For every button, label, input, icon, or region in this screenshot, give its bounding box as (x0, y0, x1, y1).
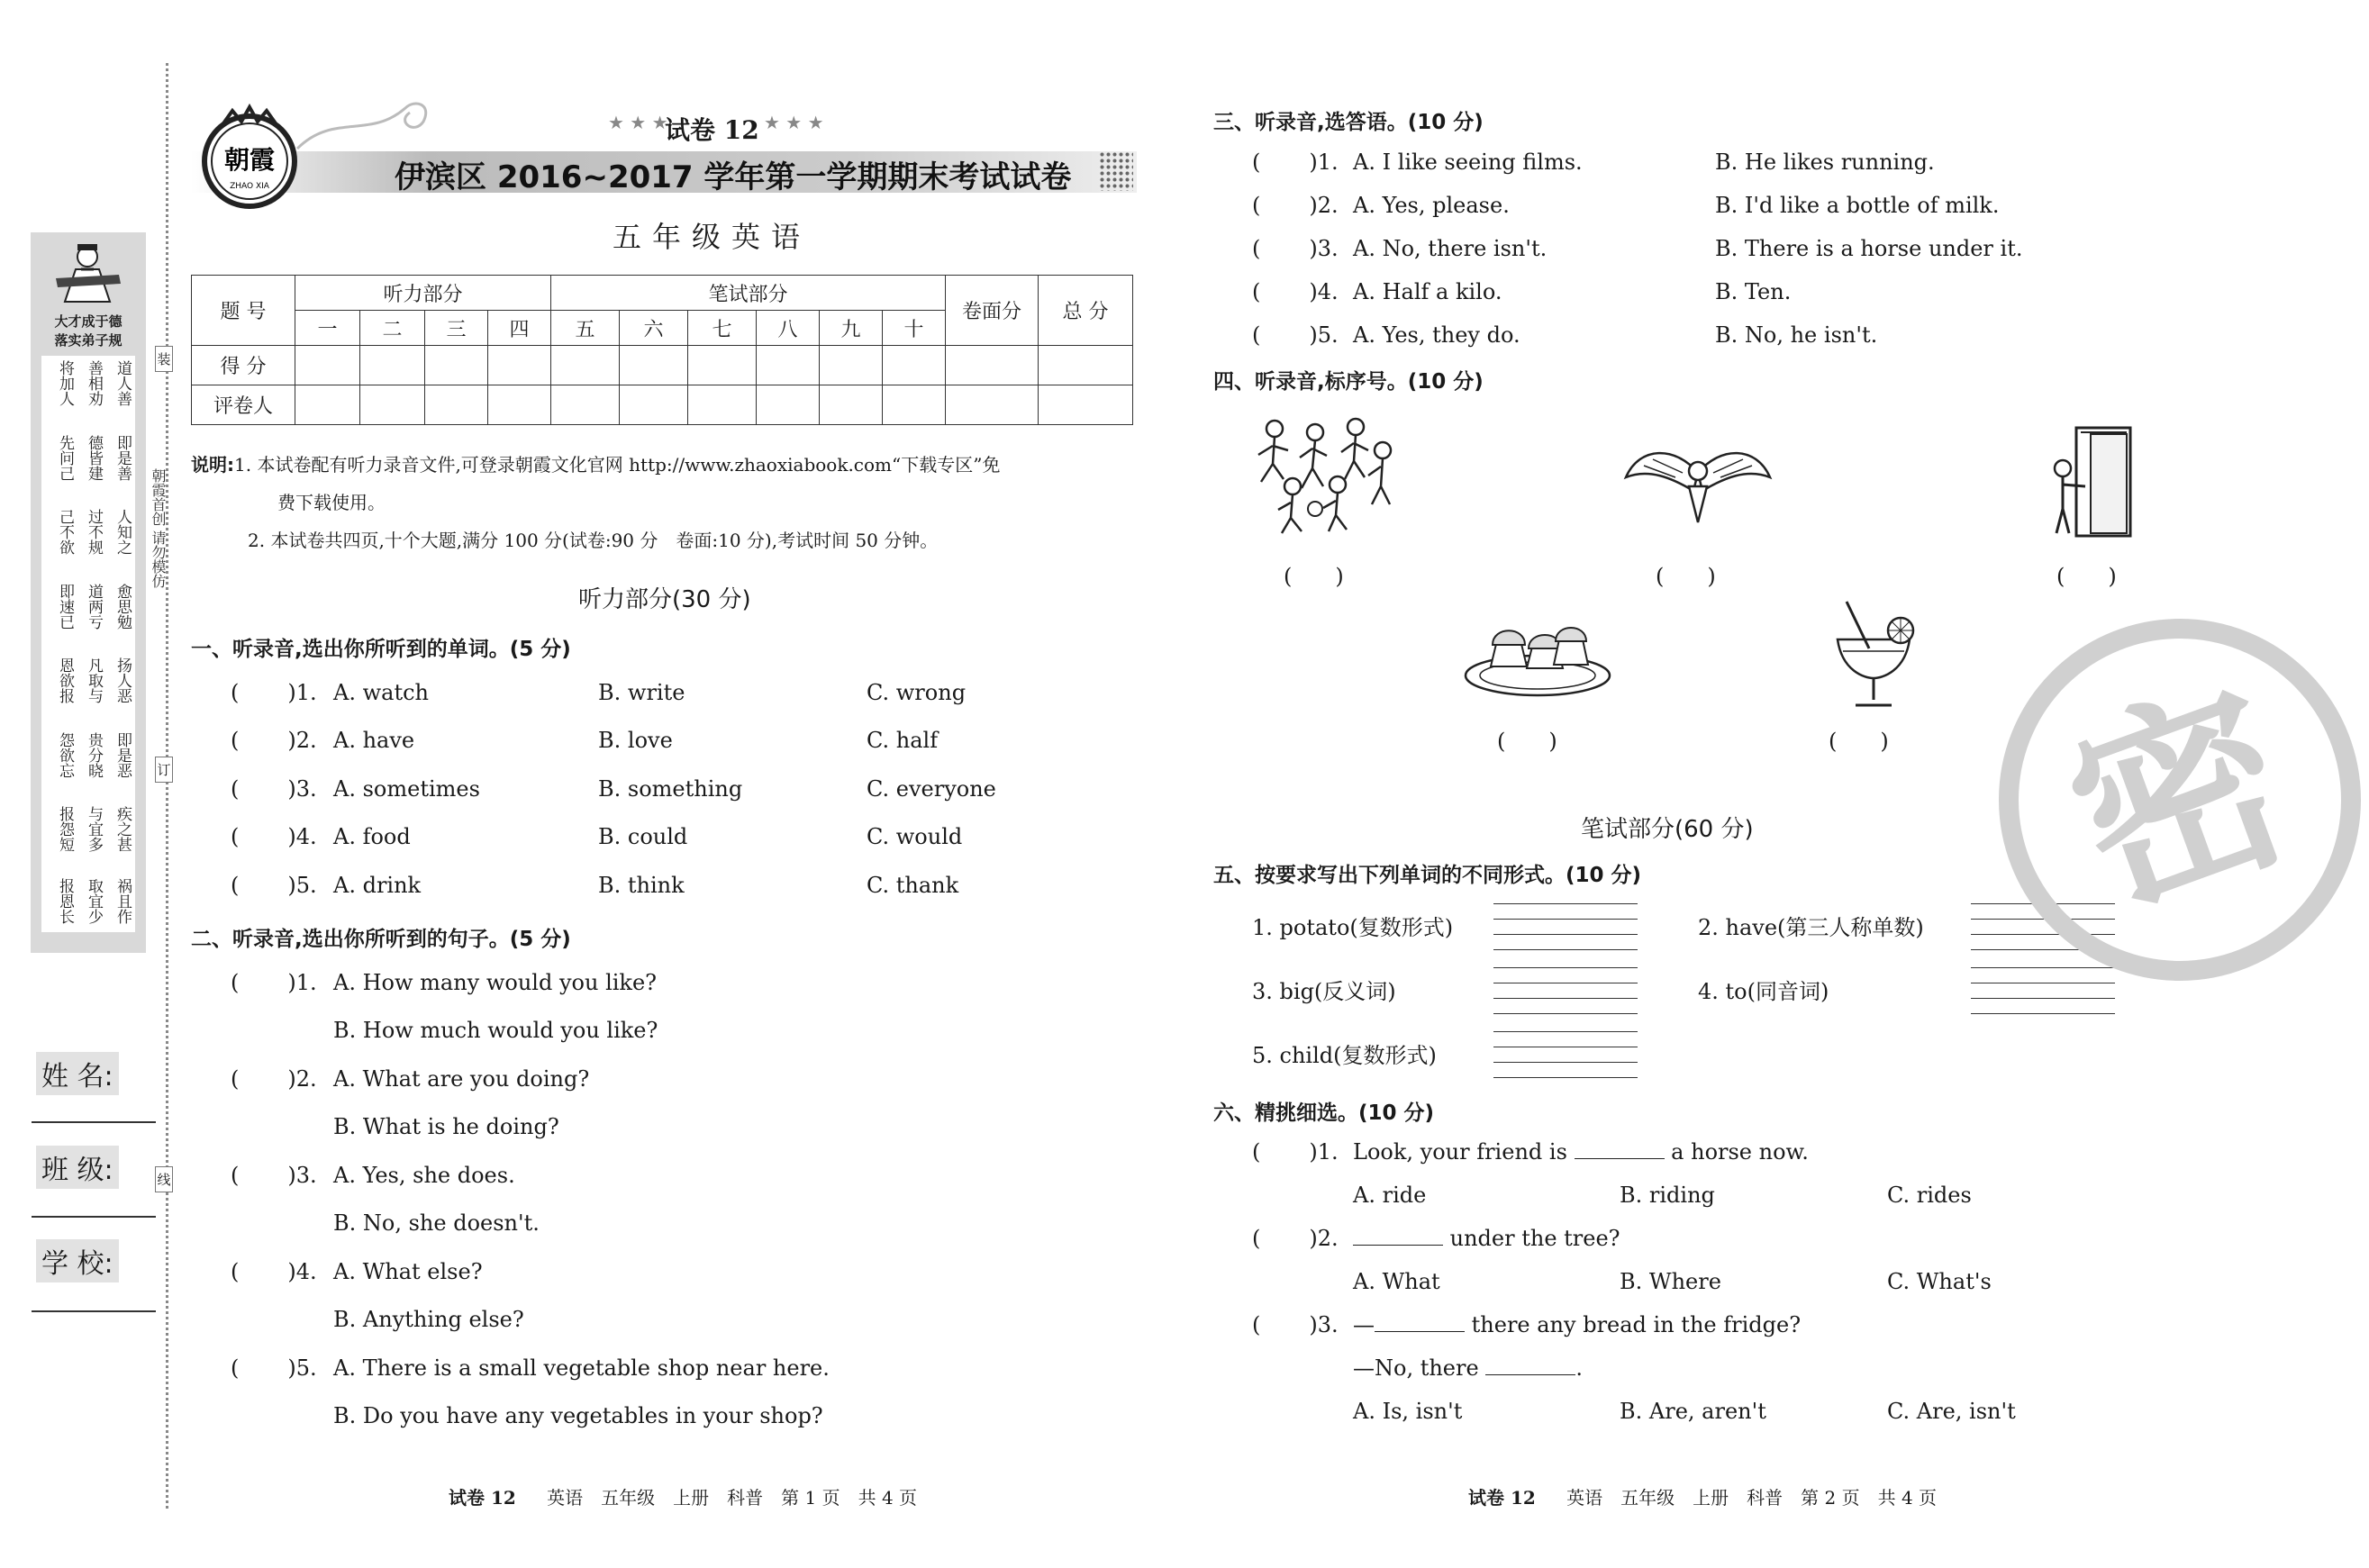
question-row (231, 1259, 483, 1284)
option-a: A. Yes, they do. (1353, 322, 1520, 348)
question-number: )1. (1309, 1139, 1339, 1165)
stars-right: ★ ★ ★ (764, 112, 824, 133)
zhaoxia-logo (196, 104, 303, 210)
question-number: 十 (883, 311, 946, 346)
option-a: A. Half a kilo. (1353, 279, 1502, 304)
footer-info: 英语 五年级 上册 科普 第 1 页 共 4 页 (547, 1487, 918, 1509)
option-b: B. No, he isn't. (1715, 322, 1878, 348)
motto-col: 祸且作 (113, 878, 132, 924)
question-number: )3. (287, 776, 317, 802)
grader-cell[interactable] (820, 385, 883, 425)
answer-paren[interactable]: ( (231, 824, 240, 849)
motto-col: 疾之甚 (113, 806, 132, 852)
option-c: C. everyone (867, 776, 996, 802)
question-row (231, 776, 996, 802)
class-label: 班 级: (36, 1146, 119, 1189)
score-cell[interactable] (688, 346, 757, 385)
option-b: B. No, she doesn't. (333, 1210, 540, 1236)
word-form-item: 5. child(复数形式) (1252, 1043, 1437, 1068)
question-stem-line2 (1353, 1355, 1583, 1381)
listening-group-label: 听力部分 (295, 276, 551, 311)
grader-cell[interactable] (688, 385, 757, 425)
question-row (231, 970, 658, 995)
grader-cell[interactable] (1039, 385, 1133, 425)
question-row (231, 1066, 590, 1092)
written-heading: 笔试部分(60 分) (1581, 816, 1754, 843)
picture-blank[interactable]: ( ) (2056, 564, 2117, 589)
copyright-note: 朝霞首创 请勿模仿 (150, 468, 167, 589)
picture-blank[interactable]: ( ) (1497, 729, 1557, 754)
question-row (1252, 236, 2023, 261)
option-a: A. food (333, 824, 411, 849)
question-row (1252, 1312, 1802, 1337)
exam-number: 试卷 12 (665, 115, 759, 145)
option-a: A. drink (333, 873, 422, 898)
answer-paren[interactable]: ( (231, 1163, 240, 1188)
question-number: )1. (1309, 150, 1339, 175)
option-b: B. How much would you like? (333, 1018, 658, 1043)
fill-blank[interactable] (1575, 1157, 1665, 1159)
question-row (231, 1355, 830, 1381)
answer-paren[interactable]: ( (1252, 1312, 1261, 1337)
option-b: B. riding (1620, 1183, 1715, 1208)
option-a: A. No, there isn't. (1353, 236, 1548, 261)
question-number: )2. (1309, 193, 1339, 218)
stem-line2-pre: —No, there (1353, 1355, 1479, 1381)
answer-paren[interactable]: ( (231, 776, 240, 802)
binding-label-xian: 线 (155, 1166, 173, 1192)
answer-line[interactable] (1493, 934, 1638, 935)
score-cell[interactable] (360, 346, 425, 385)
stars-left: ★ ★ ★ (608, 112, 668, 133)
answer-paren[interactable]: ( (231, 728, 240, 753)
motto-col: 报怨短 (56, 806, 74, 852)
section5-title: 五、按要求写出下列单词的不同形式。(10 分) (1213, 864, 1642, 887)
neatness-label: 卷面分 (946, 276, 1039, 346)
score-cell[interactable] (820, 346, 883, 385)
answer-line[interactable] (1493, 903, 1638, 904)
question-number: )3. (287, 1163, 317, 1188)
answer-paren[interactable]: ( (231, 1259, 240, 1284)
question-number: 二 (360, 311, 425, 346)
motto-col: 报恩长 (56, 878, 74, 924)
seal-character: 密 (2041, 652, 2319, 950)
motto-col: 道两亏 (85, 584, 103, 630)
score-row-label: 得 分 (192, 346, 295, 385)
question-number: )2. (287, 1066, 317, 1092)
school-label: 学 校: (36, 1239, 119, 1282)
exam-title: 伊滨区 2016~2017 学年第一学期期末考试试卷 (395, 159, 1072, 195)
motto-col: 先问己 (56, 435, 74, 481)
option-b: B. Do you have any vegetables in your shop? (333, 1403, 823, 1428)
answer-paren[interactable]: ( (1252, 150, 1261, 175)
option-b: B. There is a horse under it. (1715, 236, 2023, 261)
answer-paren[interactable]: ( (1252, 279, 1261, 304)
answer-line[interactable] (1493, 967, 1638, 968)
option-b: B. love (598, 728, 673, 753)
notes-line2: 2. 本试卷共四页,十个大题,满分 100 分(试卷:90 分 卷面:10 分),考试时间 50 分钟。 (248, 530, 939, 551)
question-number: )4. (287, 824, 317, 849)
juice-drink-image (1820, 599, 1928, 711)
class-field[interactable] (32, 1216, 156, 1218)
answer-paren[interactable]: ( (1252, 322, 1261, 348)
option-b: B. Anything else? (333, 1307, 524, 1332)
children-playing-football-image (1248, 414, 1401, 536)
question-row (1252, 193, 2000, 218)
score-table (191, 275, 1133, 425)
section1-title: 一、听录音,选出你所听到的单词。(5 分) (191, 638, 571, 661)
motto-col: 即是善 (113, 435, 132, 481)
answer-line[interactable] (1493, 1031, 1638, 1032)
option-a: A. Is, isn't (1353, 1399, 1463, 1424)
stem-post: a horse now. (1671, 1139, 1809, 1165)
option-b: B. He likes running. (1715, 150, 1935, 175)
cakes-on-plate-image (1464, 612, 1612, 702)
answer-line[interactable] (1493, 919, 1638, 920)
question-number: 三 (425, 311, 488, 346)
boy-opening-door-image (2040, 423, 2157, 540)
stem-post: there any bread in the fridge? (1471, 1312, 1802, 1337)
question-number: )5. (1309, 322, 1339, 348)
footer-info: 英语 五年级 上册 科普 第 2 页 共 4 页 (1566, 1487, 1938, 1509)
question-row (231, 1163, 515, 1188)
motto-col: 取宜少 (85, 878, 103, 924)
question-number: 六 (620, 311, 688, 346)
answer-paren[interactable]: ( (231, 1066, 240, 1092)
option-a: A. What are you doing? (333, 1066, 590, 1092)
answer-line[interactable] (1971, 998, 2115, 999)
question-number: 七 (688, 311, 757, 346)
section2-title: 二、听录音,选出你所听到的句子。(5 分) (191, 928, 571, 951)
footer-exam: 试卷 12 (1468, 1487, 1536, 1509)
option-a: A. How many would you like? (333, 970, 658, 995)
motto-heading-2: 落实弟子规 (54, 332, 123, 349)
listening-heading: 听力部分(30 分) (578, 586, 751, 613)
motto-col: 善相劝 (85, 360, 103, 406)
binding-label-ding: 订 (155, 757, 173, 783)
score-cell[interactable] (488, 346, 551, 385)
section6-title: 六、精挑细选。(10 分) (1213, 1101, 1435, 1125)
question-row (1252, 150, 1935, 175)
motto-col: 人知之 (113, 509, 132, 555)
grader-cell[interactable] (946, 385, 1039, 425)
section3-title: 三、听录音,选答语。(10 分) (1213, 111, 1484, 134)
answer-line[interactable] (1493, 949, 1638, 950)
scholar-figure-icon (45, 239, 131, 306)
option-a: A. What (1353, 1269, 1440, 1294)
picture-blank[interactable]: ( ) (1656, 564, 1716, 589)
option-c: C. wrong (867, 680, 967, 705)
section4-title: 四、听录音,标序号。(10 分) (1213, 370, 1484, 394)
motto-col: 德皆建 (85, 435, 103, 481)
score-cell[interactable] (946, 346, 1039, 385)
stem-pre: — (1353, 1312, 1375, 1337)
score-cell[interactable] (295, 346, 360, 385)
footer-exam: 试卷 12 (449, 1487, 516, 1509)
question-number: )1. (287, 970, 317, 995)
logo-subtext: ZHAO XIA (230, 182, 269, 191)
answer-paren[interactable]: ( (1252, 1226, 1261, 1251)
option-a: A. There is a small vegetable shop near here. (333, 1355, 830, 1381)
option-a: A. Yes, she does. (333, 1163, 515, 1188)
motto-col: 道人善 (113, 360, 132, 406)
answer-line[interactable] (1493, 998, 1638, 999)
answer-paren[interactable]: ( (1252, 236, 1261, 261)
question-row (231, 873, 959, 898)
picture-blank[interactable]: ( ) (1284, 564, 1344, 589)
binding-label-zhuang: 装 (155, 346, 173, 372)
option-b: B. something (598, 776, 743, 802)
stem-post: under the tree? (1449, 1226, 1620, 1251)
question-row (1252, 1226, 1620, 1251)
motto-col: 将加人 (56, 360, 74, 406)
question-row (231, 680, 967, 705)
question-number: 四 (488, 311, 551, 346)
motto-col: 己不欲 (56, 509, 74, 555)
question-row (1252, 1139, 1809, 1165)
question-number: )5. (287, 873, 317, 898)
name-field[interactable] (32, 1121, 156, 1123)
answer-line[interactable] (1493, 1013, 1638, 1014)
score-cell[interactable] (425, 346, 488, 385)
option-a: A. sometimes (333, 776, 480, 802)
score-cell[interactable] (757, 346, 820, 385)
answer-paren[interactable]: ( (231, 1355, 240, 1381)
logo-text: 朝霞 (223, 145, 276, 175)
question-number: )5. (287, 1355, 317, 1381)
eagle-kite-image (1621, 437, 1774, 527)
question-stem (1353, 1312, 1801, 1337)
confidential-seal-watermark (1991, 611, 2369, 989)
score-cell[interactable] (883, 346, 946, 385)
school-field[interactable] (32, 1310, 156, 1312)
stem-line2-post: . (1575, 1355, 1583, 1381)
total-label: 总 分 (1039, 276, 1133, 346)
option-c: C. Are, isn't (1887, 1399, 2016, 1424)
question-stem (1353, 1139, 1809, 1165)
motto-col: 贵分晓 (85, 732, 103, 778)
written-group-label: 笔试部分 (551, 276, 946, 311)
motto-col: 恩欲报 (56, 657, 74, 703)
question-row (1252, 322, 1878, 348)
grader-cell[interactable] (425, 385, 488, 425)
motto-col: 扬人恶 (113, 657, 132, 703)
question-number: )4. (1309, 279, 1339, 304)
motto-col: 与宜多 (85, 806, 103, 852)
score-cell[interactable] (1039, 346, 1133, 385)
option-b: B. write (598, 680, 685, 705)
option-c: C. half (867, 728, 939, 753)
question-number: )4. (287, 1259, 317, 1284)
fill-blank[interactable] (1485, 1373, 1575, 1375)
option-b: B. What is he doing? (333, 1114, 559, 1139)
score-cell[interactable] (620, 346, 688, 385)
question-number: 五 (551, 311, 620, 346)
motto-col: 怨欲忘 (56, 732, 74, 778)
question-number: )1. (287, 680, 317, 705)
option-b: B. Where (1620, 1269, 1721, 1294)
word-form-item: 3. big(反义词) (1252, 979, 1396, 1004)
grader-cell[interactable] (488, 385, 551, 425)
option-b: B. could (598, 824, 688, 849)
question-row (231, 728, 939, 753)
answer-paren[interactable]: ( (231, 873, 240, 898)
grader-cell[interactable] (295, 385, 360, 425)
option-b: B. Ten. (1715, 279, 1792, 304)
notes-line1-cont: 费下载使用。 (277, 492, 386, 513)
question-number: 九 (820, 311, 883, 346)
answer-paren[interactable]: ( (1252, 1139, 1261, 1165)
banner-dots (1099, 151, 1133, 191)
word-form-item: 4. to(同音词) (1698, 979, 1829, 1004)
question-row (231, 824, 963, 849)
stem-pre: Look, your friend is (1353, 1139, 1567, 1165)
fill-blank[interactable] (1353, 1244, 1443, 1246)
option-a: A. Yes, please. (1353, 193, 1510, 218)
motto-col: 即速已 (56, 584, 74, 630)
grader-row-label: 评卷人 (192, 385, 295, 425)
motto-col: 过不规 (85, 509, 103, 555)
notes (191, 450, 1000, 476)
answer-paren[interactable]: ( (1252, 193, 1261, 218)
answer-line[interactable] (1493, 1062, 1638, 1063)
question-number: 一 (295, 311, 360, 346)
footer-right (1468, 1483, 1937, 1509)
question-number: )2. (287, 728, 317, 753)
motto-col: 即是恶 (113, 732, 132, 778)
grader-cell[interactable] (883, 385, 946, 425)
option-a: A. I like seeing films. (1353, 150, 1583, 175)
question-stem (1353, 1226, 1620, 1251)
question-number: )3. (1309, 236, 1339, 261)
option-a: A. ride (1353, 1183, 1427, 1208)
grader-cell[interactable] (551, 385, 620, 425)
row-header-label: 题 号 (192, 276, 295, 346)
option-b: B. I'd like a bottle of milk. (1715, 193, 2000, 218)
subject-title: 五年级英语 (613, 220, 812, 254)
option-b: B. Are, aren't (1620, 1399, 1766, 1424)
answer-line[interactable] (1971, 1013, 2115, 1014)
notes-label: 说明: (191, 454, 234, 476)
score-cell[interactable] (551, 346, 620, 385)
footer-left (449, 1483, 917, 1509)
motto-heading-1: 大才成于德 (54, 313, 123, 330)
answer-line[interactable] (1493, 1077, 1638, 1078)
option-a: A. What else? (333, 1259, 483, 1284)
option-c: C. rides (1887, 1183, 1972, 1208)
grader-cell[interactable] (757, 385, 820, 425)
option-c: C. What's (1887, 1269, 1992, 1294)
option-b: B. think (598, 873, 685, 898)
fill-blank[interactable] (1375, 1330, 1465, 1332)
fold-line (166, 63, 168, 1509)
question-number: 八 (757, 311, 820, 346)
option-a: A. watch (333, 680, 429, 705)
word-form-item: 2. have(第三人称单数) (1698, 915, 1924, 940)
option-a: A. have (333, 728, 415, 753)
question-row (1252, 279, 1792, 304)
picture-blank[interactable]: ( ) (1829, 729, 1889, 754)
question-number: )3. (1309, 1312, 1339, 1337)
option-c: C. would (867, 824, 963, 849)
answer-paren[interactable]: ( (231, 970, 240, 995)
word-form-item: 1. potato(复数形式) (1252, 915, 1454, 940)
question-number: )2. (1309, 1226, 1339, 1251)
motto-col: 愈思勉 (113, 584, 132, 630)
name-label: 姓 名: (36, 1052, 119, 1095)
grader-cell[interactable] (360, 385, 425, 425)
grader-cell[interactable] (620, 385, 688, 425)
answer-paren[interactable]: ( (231, 680, 240, 705)
option-c: C. thank (867, 873, 959, 898)
motto-col: 凡取与 (85, 657, 103, 703)
notes-line1: 1. 本试卷配有听力录音文件,可登录朝霞文化官网 http://www.zhaoxiabook.com“下载专区”免 (234, 454, 1001, 476)
